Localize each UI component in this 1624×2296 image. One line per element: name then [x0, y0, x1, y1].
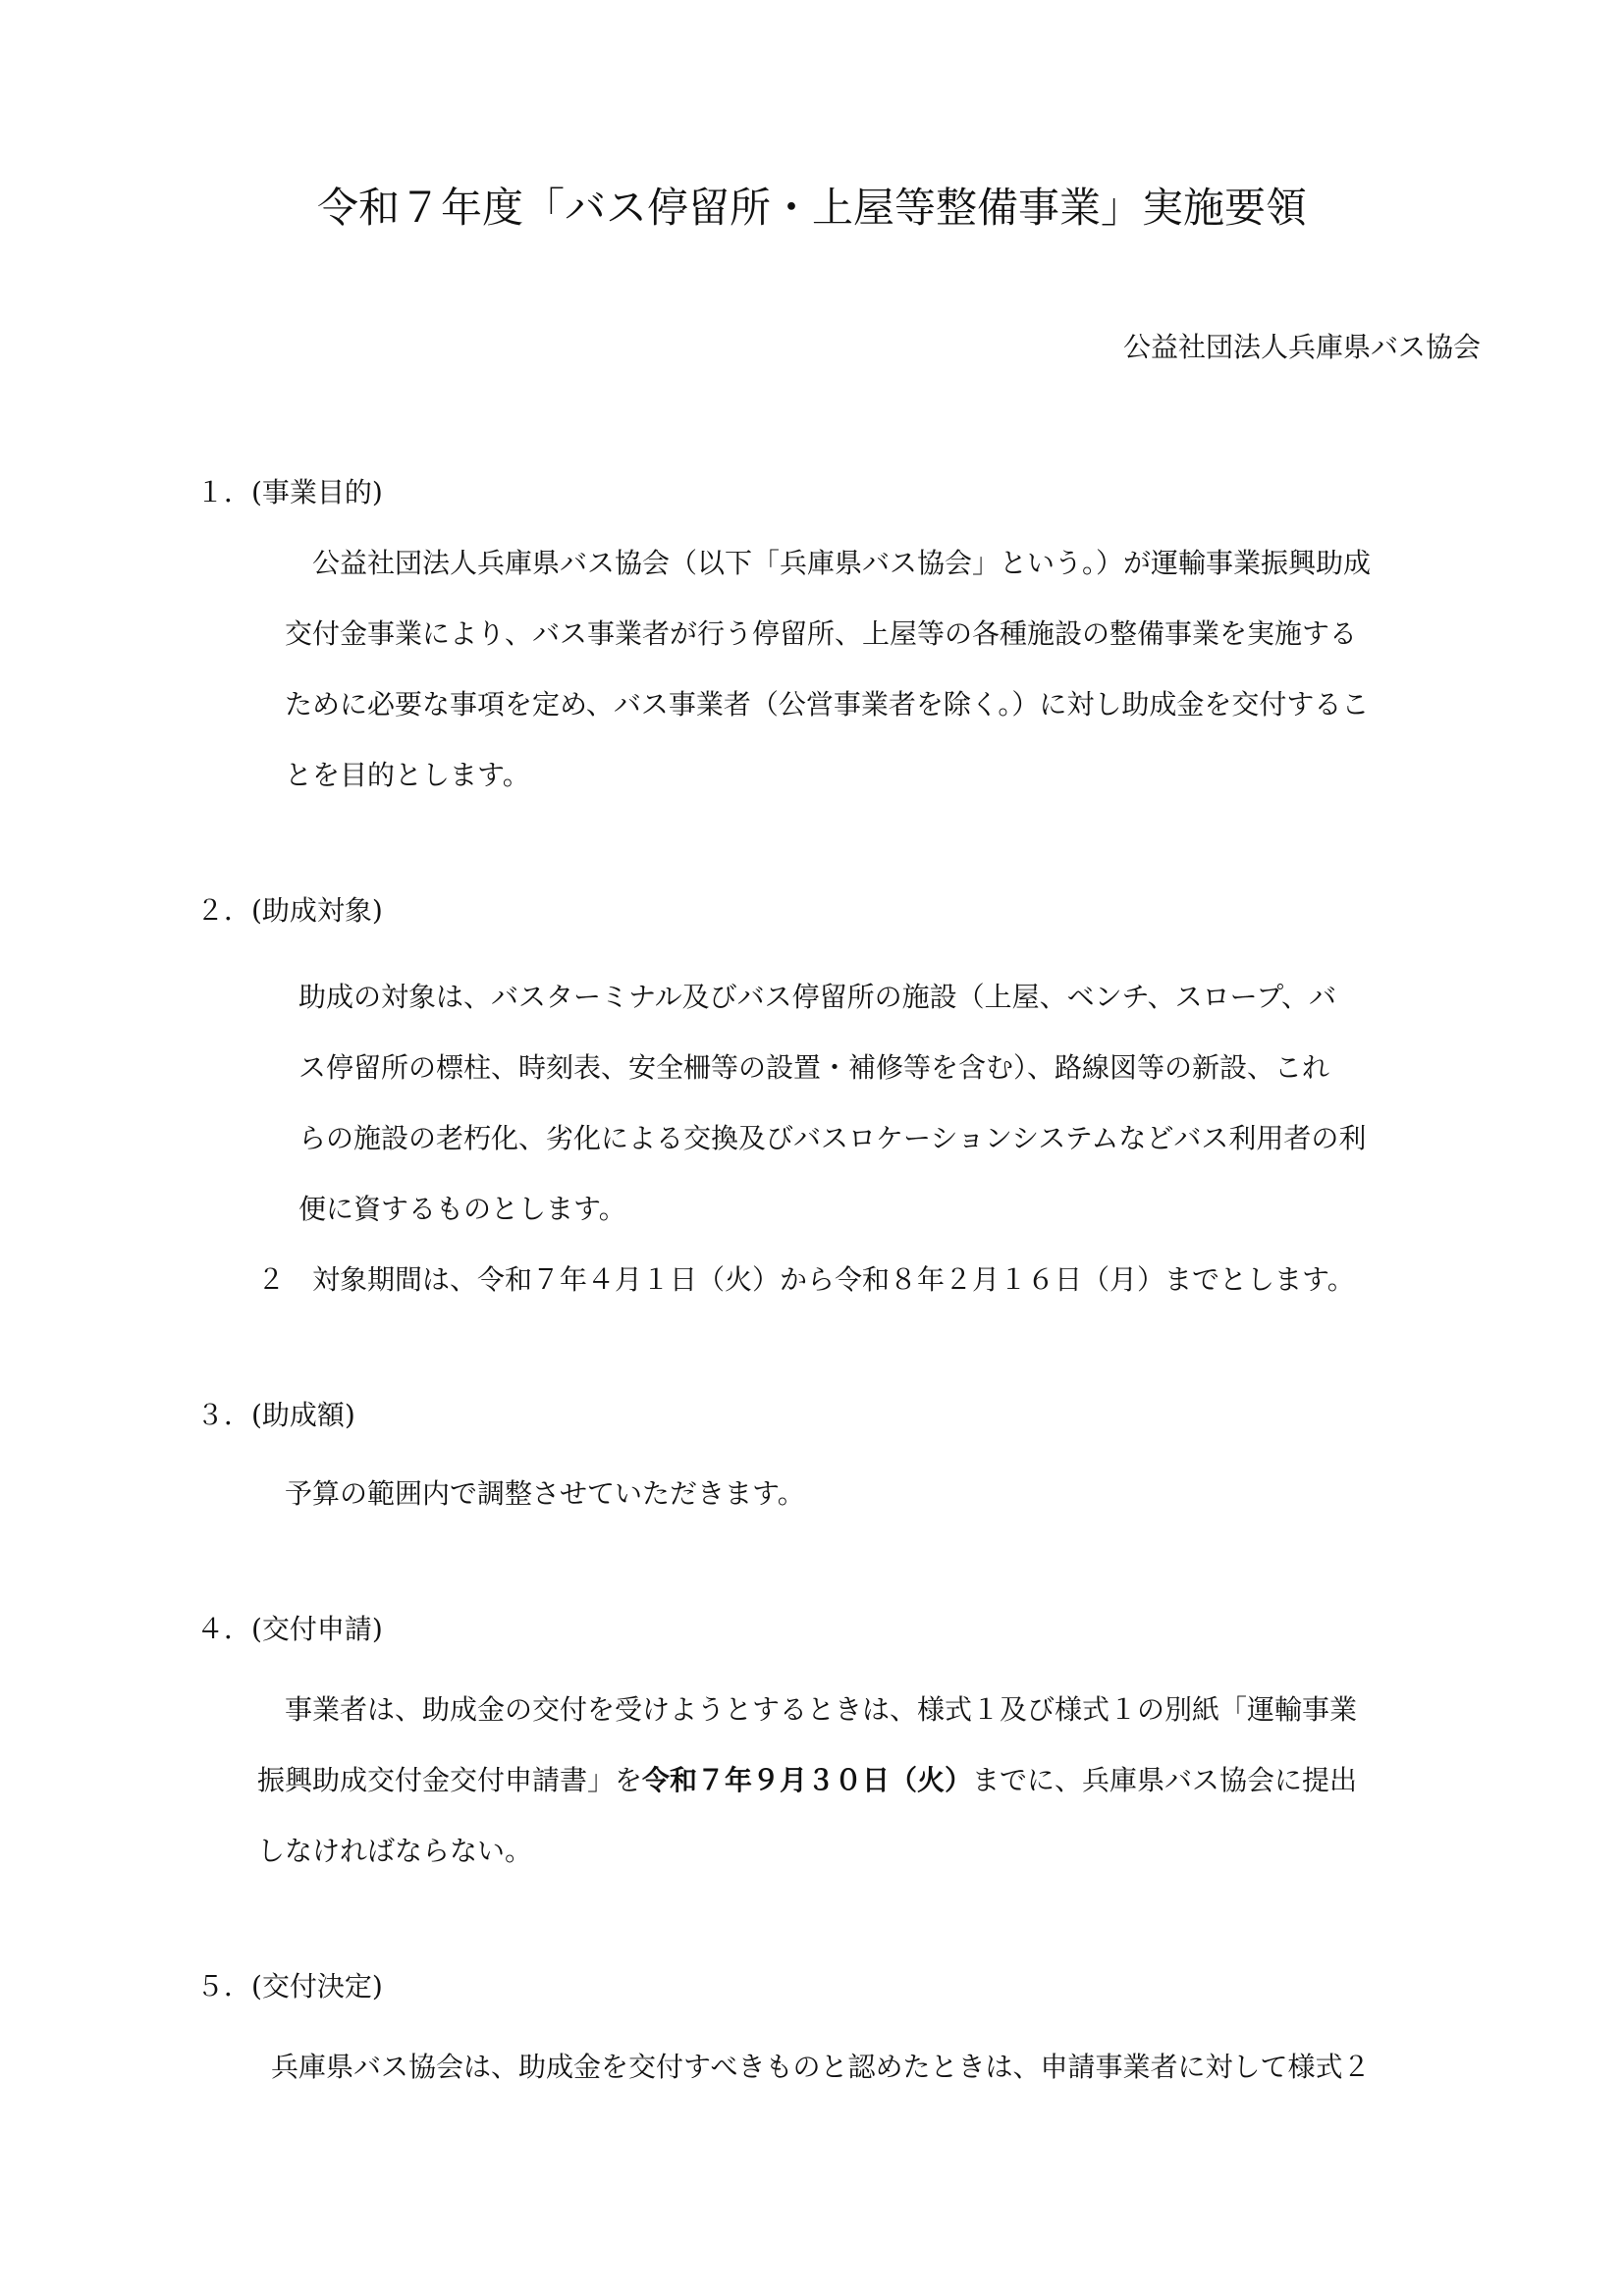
deadline-line — [257, 1761, 1357, 1800]
section-body-line: 予算の範囲内で調整させていただきます。 — [285, 1477, 805, 1510]
deadline-date: 令和７年９月３０日（火） — [642, 1764, 973, 1796]
section-body-line: らの施設の老朽化、劣化による交換及びバスロケーションシステムなどバス利用者の利 — [298, 1122, 1367, 1154]
section-heading-target: ２．(助成対象) — [196, 894, 383, 927]
deadline-text-before: 振興助成交付金交付申請書」を — [257, 1764, 643, 1796]
section-body-line: 交付金事業により、バス事業者が行う停留所、上屋等の各種施設の整備事業を実施する — [285, 617, 1358, 650]
section-body-line: とを目的とします。 — [285, 759, 530, 791]
section-heading-amount: ３．(助成額) — [196, 1399, 355, 1431]
section-body-line: 兵庫県バス協会は、助成金を交付すべきものと認めたときは、申請事業者に対して様式２ — [271, 2051, 1371, 2083]
organization-name: 公益社団法人兵庫県バス協会 — [1122, 331, 1481, 363]
section-body-line: ために必要な事項を定め、バス事業者（公営事業者を除く。）に対し助成金を交付するこ — [285, 688, 1370, 721]
deadline-text-after: までに、兵庫県バス協会に提出 — [972, 1764, 1358, 1796]
target-period-line: ２ 対象期間は、令和７年４月１日（火）から令和８年２月１６日（月）までとします。 — [257, 1263, 1355, 1296]
section-body-line: 公益社団法人兵庫県バス協会（以下「兵庫県バス協会」という。）が運輸事業振興助成 — [312, 547, 1372, 579]
section-heading-decision: ５．(交付決定) — [196, 1970, 383, 2002]
section-body-line: ス停留所の標柱、時刻表、安全柵等の設置・補修等を含む）、路線図等の新設、これ — [298, 1051, 1330, 1084]
section-body-line: 事業者は、助成金の交付を受けようとするときは、様式１及び様式１の別紙「運輸事業 — [285, 1693, 1358, 1726]
section-heading-application: ４．(交付申請) — [196, 1613, 383, 1645]
page-title: 令和７年度「バス停留所・上屋等整備事業」実施要領 — [316, 184, 1307, 232]
section-body-line: 助成の対象は、バスターミナル及びバス停留所の施設（上屋、ベンチ、スロープ、バ — [298, 981, 1337, 1013]
section-body-line: 便に資するものとします。 — [298, 1193, 626, 1225]
section-body-line: しなければならない。 — [257, 1835, 533, 1867]
section-heading-purpose: １．(事業目的) — [196, 476, 383, 508]
